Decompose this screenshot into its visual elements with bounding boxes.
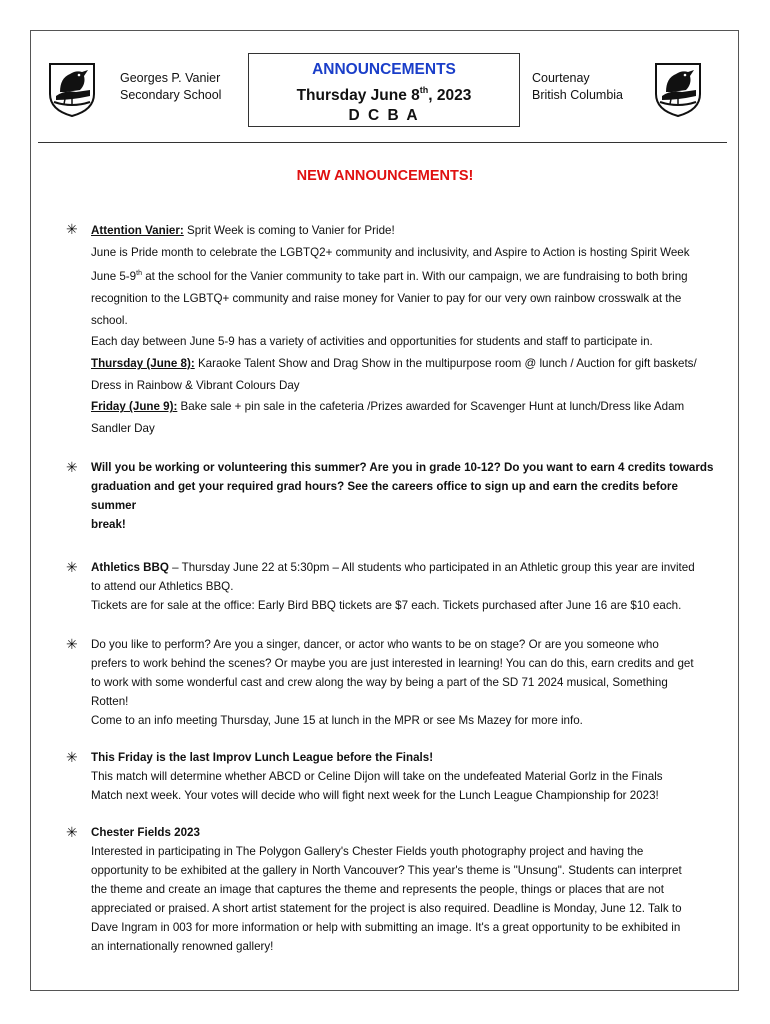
announcements-title: ANNOUNCEMENTS (312, 61, 456, 78)
announcement-line (91, 558, 726, 577)
date-prefix: Thursday June 8 (296, 87, 420, 104)
announcement-label: Attention Vanier: (91, 224, 184, 237)
announcement-line: the theme and create an image that captures the theme and represents the people, things or places that are not (91, 882, 664, 896)
announcement-text: Karaoke Talent Show and Drag Show in the multipurpose room @ lunch / Auction for gift baskets/ (194, 357, 697, 371)
announcement-improv-league (66, 748, 726, 805)
announcement-line: Will you be working or volunteering this summer? Are you in grade 10-12? Do you want to earn 4 credits towards (91, 460, 714, 474)
announcement-line: Come to an info meeting Thursday, June 15 at lunch in the MPR or see Ms Mazey for more info. (91, 713, 583, 727)
school-name-line1: Georges P. Vanier (120, 71, 221, 85)
announcement-text: at the school for the Vanier community to take part in. With our campaign, we are fundraising to both bring (141, 270, 688, 284)
announcement-line: Sandler Day (91, 422, 155, 436)
day-label-friday: Friday (June 9): (91, 400, 178, 414)
date-ordinal: th (419, 85, 429, 95)
announcement-line: break! (91, 517, 126, 531)
school-name-line2: Secondary School (120, 88, 222, 102)
school-location (532, 70, 623, 104)
announcement-line: opportunity to be exhibited at the gallery in North Vancouver? This year's theme is "Unsung". Students can interpret (91, 863, 682, 877)
announcement-summer-credits (66, 458, 726, 534)
announcement-line: Rotten! (91, 694, 129, 708)
location-line2: British Columbia (532, 88, 624, 102)
announcement-line (91, 396, 726, 418)
announcement-musical (66, 635, 726, 730)
announcement-line: prefers to work behind the scenes? Or maybe you are just interested in learning! You can do this, earn credits and get (91, 656, 694, 670)
bullet-icon: ✳ (66, 558, 78, 575)
announcement-label: Athletics BBQ (91, 560, 169, 574)
announcement-line: to attend our Athletics BBQ. (91, 579, 234, 593)
announcement-line (91, 263, 726, 288)
announcement-line: This match will determine whether ABCD or Celine Dijon will take on the undefeated Material Gorlz in the Finals (91, 769, 663, 783)
header-divider (38, 142, 727, 143)
announcement-title: This Friday is the last Improv Lunch League before the Finals! (91, 750, 434, 764)
announcement-chester-fields (66, 823, 726, 956)
bullet-icon: ✳ (66, 748, 78, 765)
announcement-text: Sprit Week is coming to Vanier for Pride! (183, 224, 395, 237)
bullet-icon: ✳ (66, 458, 78, 475)
bullet-icon: ✳ (66, 221, 78, 237)
bullet-icon: ✳ (66, 823, 78, 840)
date-suffix: , 2023 (428, 87, 472, 104)
announcement-line: Dress in Rainbow & Vibrant Colours Day (91, 378, 300, 392)
location-line1: Courtenay (532, 71, 590, 85)
announcement-date (249, 80, 519, 106)
announcement-line (91, 220, 726, 242)
announcement-spirit-week (66, 220, 726, 440)
block-rotation: D C B A (348, 107, 420, 124)
school-name (120, 70, 221, 104)
announcement-athletics-bbq (66, 558, 726, 615)
day-label-thursday: Thursday (June 8): (91, 357, 195, 371)
new-announcements-heading: NEW ANNOUNCEMENTS! (296, 168, 474, 184)
announcements-title-box (248, 53, 520, 127)
announcement-text: June 5-9 (91, 270, 137, 284)
announcement-line: Each day between June 5-9 has a variety of activities and opportunities for students and staff to participate in. (91, 335, 653, 349)
date-ordinal: th (136, 270, 142, 278)
announcement-line: Tickets are for sale at the office: Early Bird BBQ tickets are $7 each. Tickets purchased after June 16 are $10 each. (91, 598, 682, 612)
announcement-line: Interested in participating in The Polygon Gallery's Chester Fields youth photography project and having the (91, 844, 644, 858)
announcement-line: to work with some wonderful cast and crew along the way by being a part of the SD 71 2024 musical, Something (91, 675, 668, 689)
announcement-line: June is Pride month to celebrate the LGBTQ2+ community and inclusivity, and Aspire to Action is hosting Spirit Week (91, 245, 690, 259)
announcement-title: Chester Fields 2023 (91, 825, 200, 839)
announcement-list (66, 220, 726, 970)
announcement-line: appreciated or praised. A short artist statement for the project is also required. Deadline is Monday, June 12. Talk to (91, 901, 682, 915)
announcement-line: school. (91, 313, 128, 327)
announcement-line: Dave Ingram in 003 for more information or help with submitting an image. It's a great opportunity to be exhibited in (91, 920, 681, 934)
announcement-line: an internationally renowned gallery! (91, 939, 274, 953)
announcement-text: Bake sale + pin sale in the cafeteria /Prizes awarded for Scavenger Hunt at lunch/Dress like Adam (177, 400, 685, 414)
announcement-line: graduation and get your required grad hours? See the careers office to sign up and earn the credits before summer (91, 479, 678, 512)
announcement-line: Do you like to perform? Are you a singer, dancer, or actor who wants to be on stage? Or are you someone who (91, 637, 659, 651)
announcement-line (91, 353, 726, 375)
bullet-icon: ✳ (66, 635, 78, 652)
announcement-line: recognition to the LGBTQ+ community and raise money for Vanier to pay for our very own rainbow crosswalk at the (91, 291, 682, 305)
announcement-text: – Thursday June 22 at 5:30pm – All students who participated in an Athletic group this year are invited (168, 560, 695, 574)
raven-crest-icon (46, 60, 98, 118)
raven-crest-icon (652, 60, 704, 118)
announcement-line: Match next week. Your votes will decide who will fight next week for the Lunch League Championship for 2023! (91, 788, 659, 802)
